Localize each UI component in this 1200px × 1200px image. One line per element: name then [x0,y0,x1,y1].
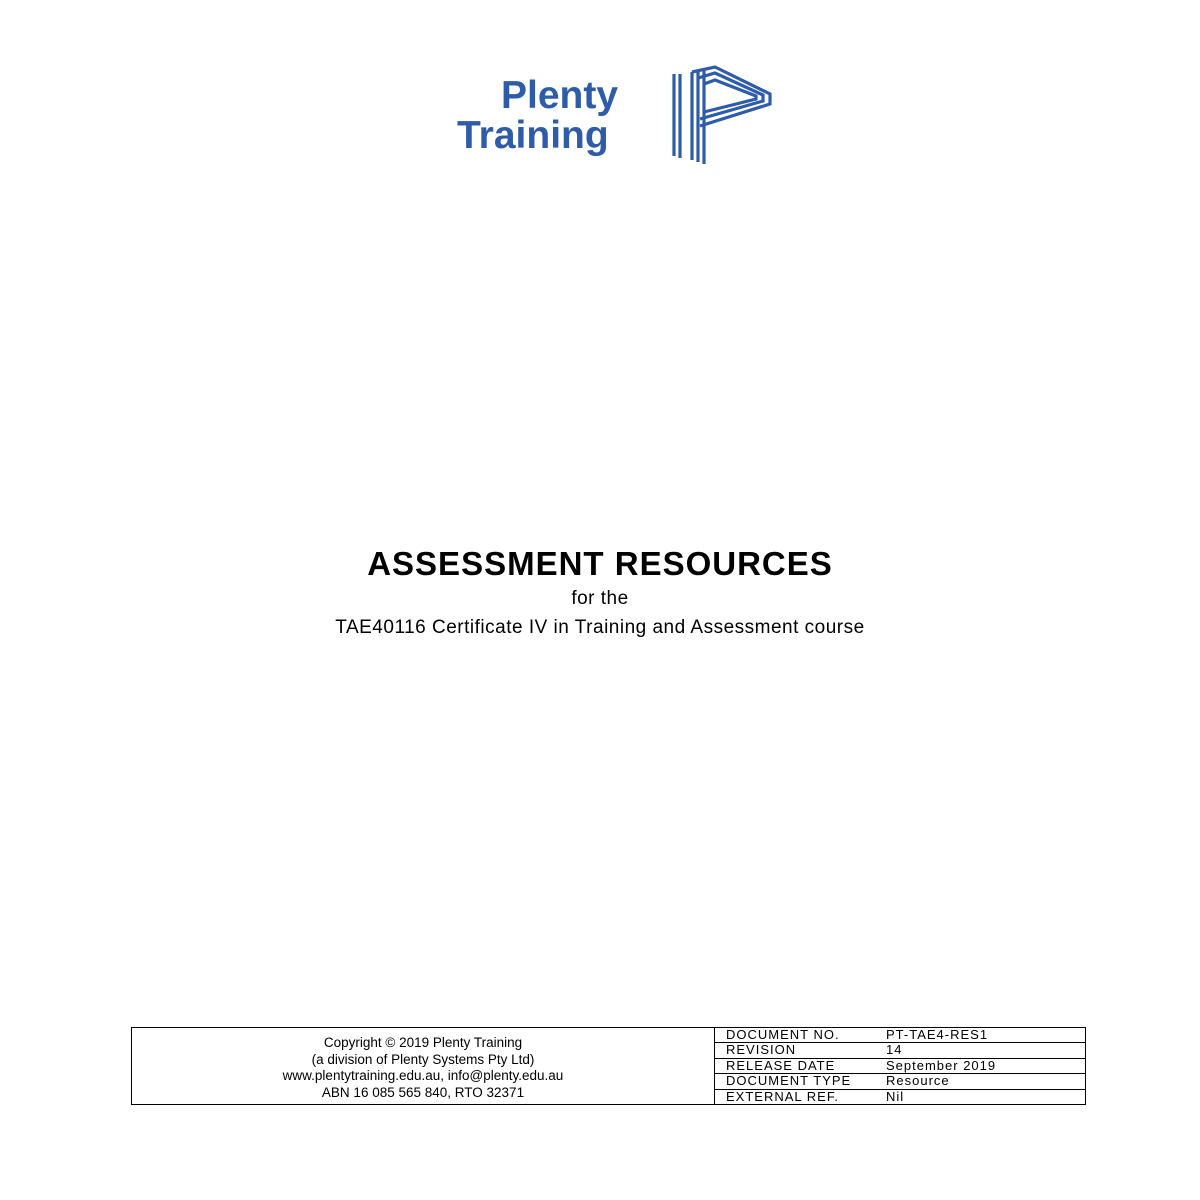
meta-key: DOCUMENT NO. [726,1027,840,1042]
meta-value: PT-TAE4-RES1 [886,1027,989,1042]
meta-value: 14 [886,1042,903,1058]
copyright-line: ABN 16 085 565 840, RTO 32371 [321,1084,525,1100]
plenty-p-logo-icon [670,64,775,171]
course-name: TAE40116 Certificate IV in Training and Assessment course [335,617,865,638]
copyright-line: Copyright © 2019 Plenty Training [323,1035,523,1050]
document-title: ASSESSMENT RESOURCES [367,545,833,582]
meta-key: RELEASE DATE [726,1057,836,1073]
copyright-cell [132,1028,715,1104]
meta-row-document-type [715,1074,1085,1089]
meta-value: September 2019 [886,1057,997,1073]
company-logo [452,62,782,174]
meta-row-external-ref [715,1090,1085,1104]
meta-key: REVISION [726,1042,797,1058]
meta-value: Resource [886,1073,950,1089]
document-footer-table [131,1027,1086,1105]
title-for-line: for the [571,588,629,609]
meta-key: EXTERNAL REF. [726,1088,839,1104]
meta-row-document-no [715,1028,1085,1043]
meta-value: Nil [886,1088,905,1104]
copyright-line: www.plentytraining.edu.au, info@plenty.edu.au [282,1068,564,1083]
meta-row-revision [715,1043,1085,1058]
title-block [0,544,1200,641]
meta-key: DOCUMENT TYPE [726,1073,852,1089]
document-meta-table [715,1028,1085,1104]
logo-text-training: Training [457,114,609,157]
copyright-line: (a division of Plenty Systems Pty Ltd) [311,1051,535,1067]
logo-text-plenty: Plenty [501,74,619,117]
meta-row-release-date [715,1059,1085,1074]
